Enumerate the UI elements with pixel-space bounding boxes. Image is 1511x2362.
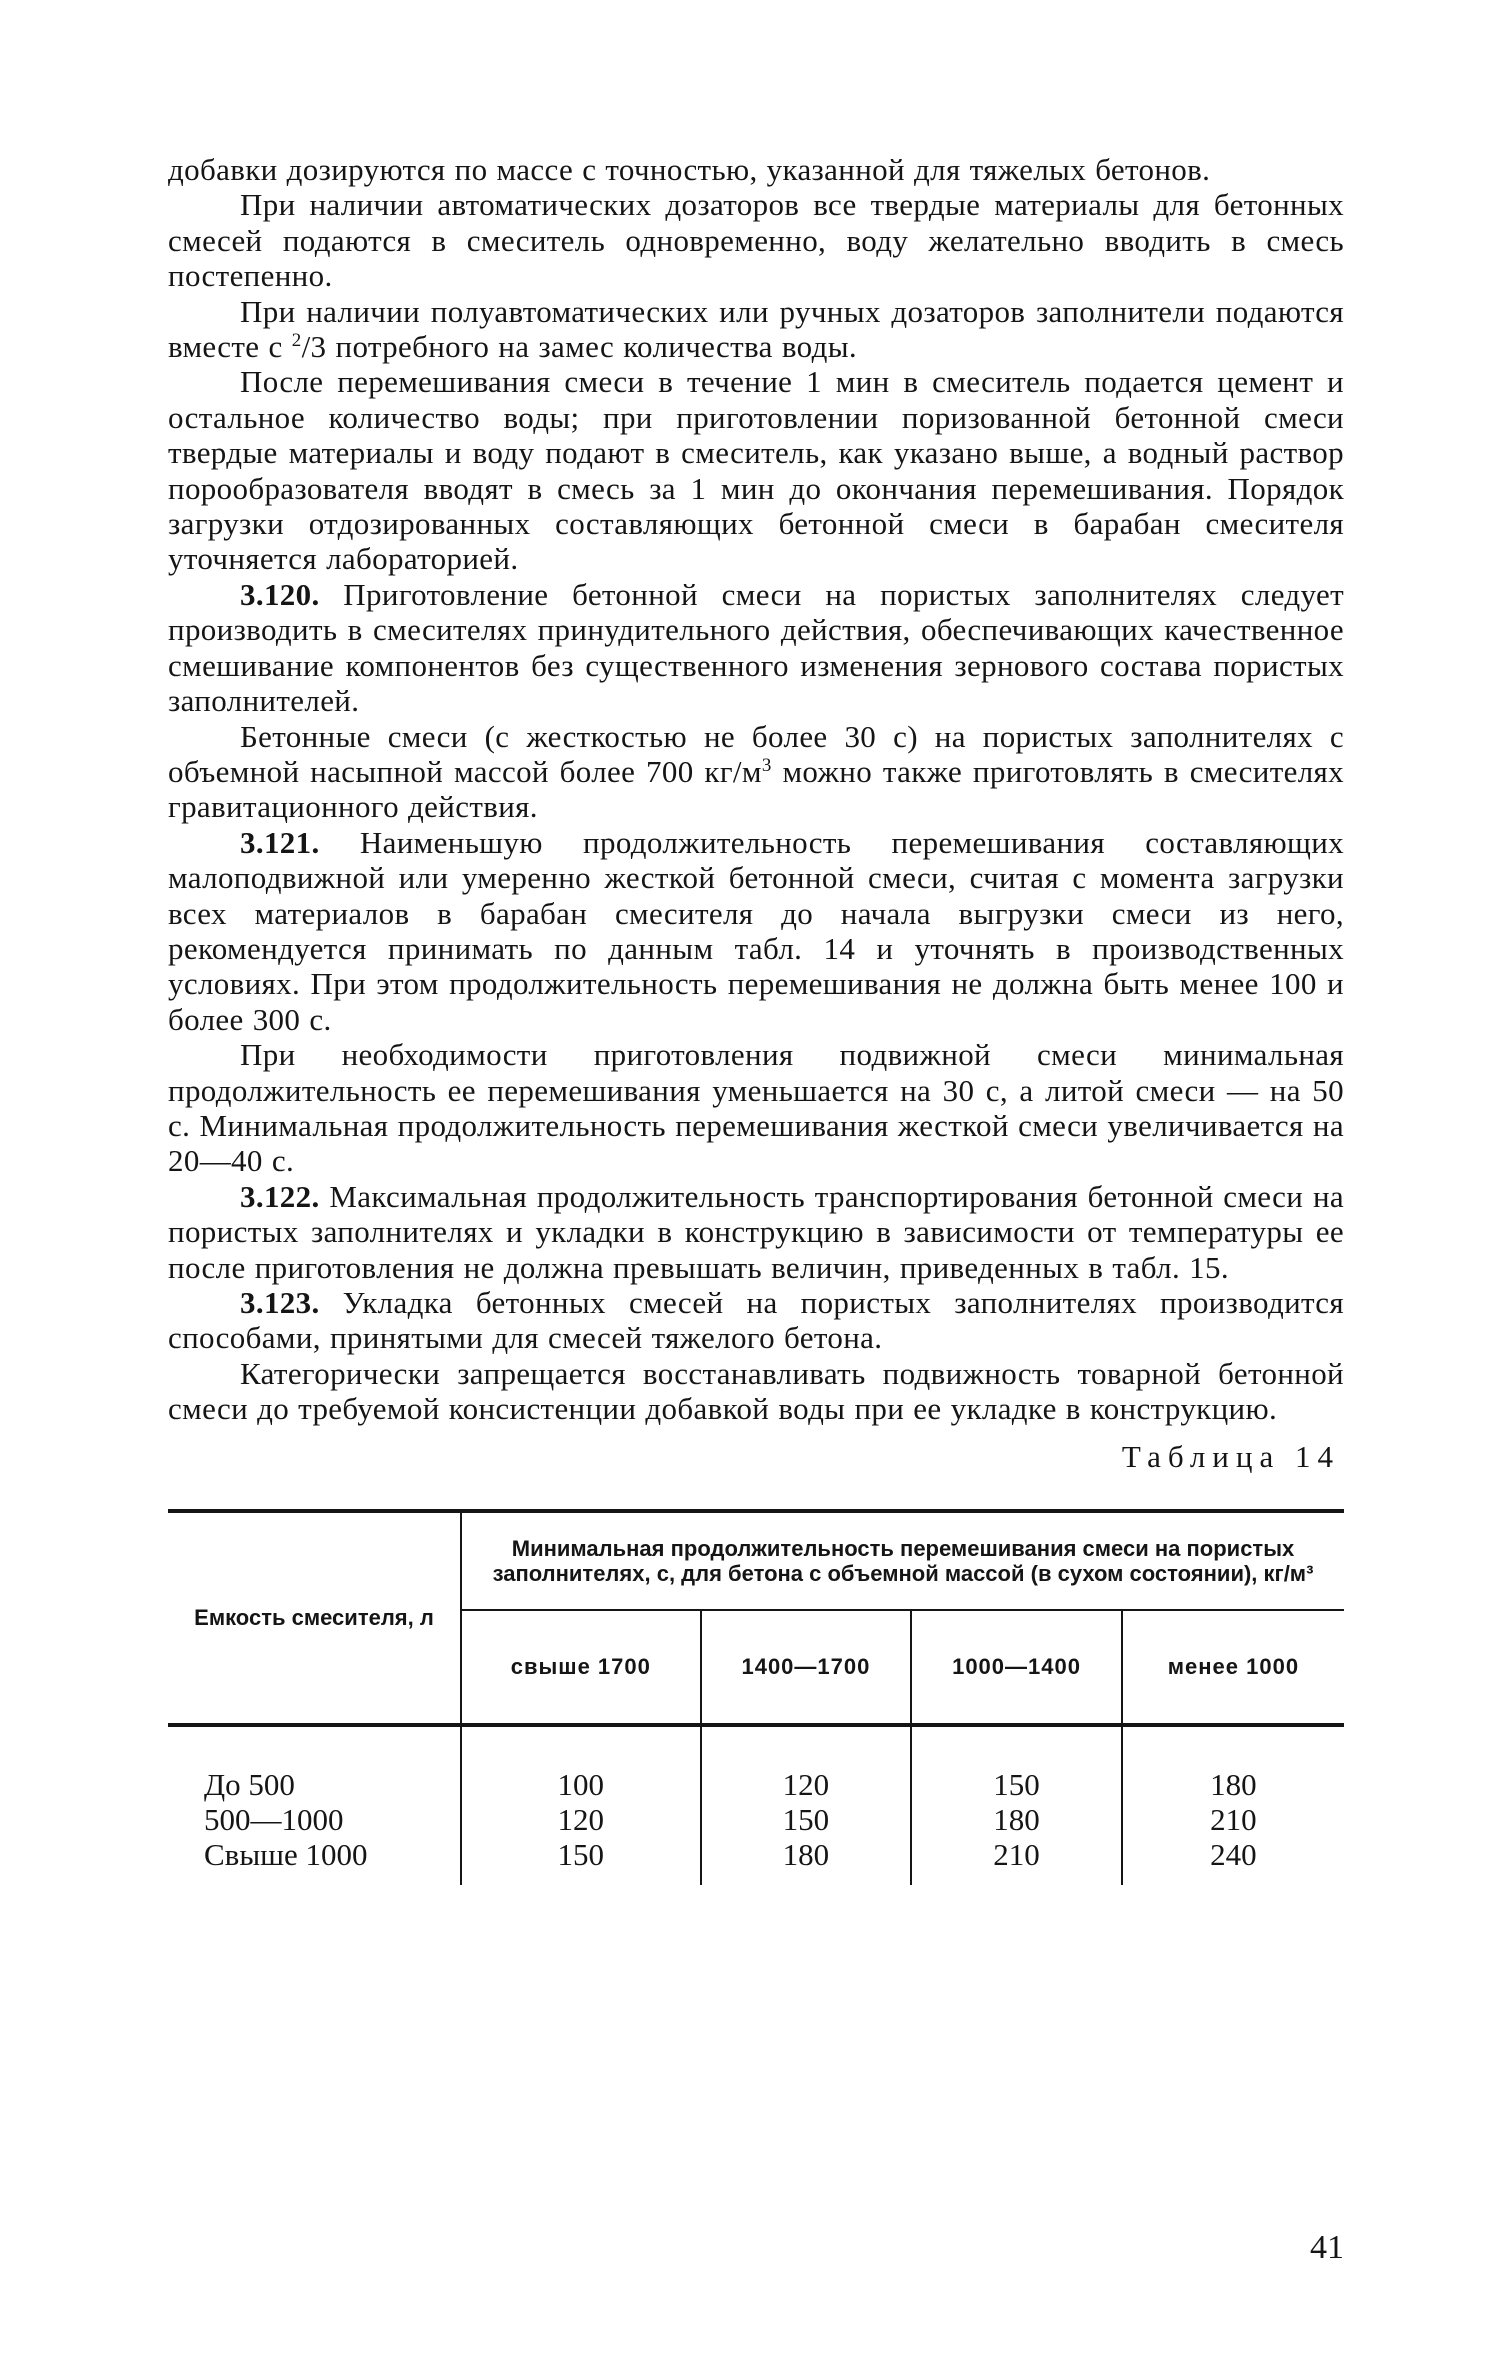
table-row (168, 1725, 1344, 1802)
capacity-cell: 500—1000 (168, 1802, 461, 1837)
mixing-time-table (168, 1509, 1344, 1885)
value-cell: 180 (911, 1802, 1122, 1837)
paragraph-mobile-mix: При необходимости приготовления подвижной смеси минимальная продолжительность ее перемешивания уменьшается на 30 с, а литой смеси — на 50 с. Минимальная продолжительность перемешивания жесткой смеси увеличивается на 20—40 с. (168, 1037, 1344, 1179)
paragraph-3-120: 3.120. Приготовление бетонной смеси на пористых заполнителях следует производить в смесителях принудительного действия, обеспечивающих качественное смешивание компонентов без существенного изменения зернового состава пористых заполнителей. (168, 576, 1344, 719)
column-header: свыше 1700 (461, 1610, 701, 1725)
value-cell: 150 (461, 1837, 701, 1884)
paragraph-3-123: 3.123. Укладка бетонных смесей на пористых заполнителях производится способами, принятыми для смесей тяжелого бетона. (168, 1285, 1344, 1356)
group-header: Минимальная продолжительность перемешивания смеси на пористых заполнителях, с, для бетона с объемной массой (в сухом состоянии), кг/м³ (461, 1511, 1344, 1610)
value-cell: 180 (701, 1837, 912, 1884)
paragraph-continuation: добавки дозируются по массе с точностью, указанной для тяжелых бетонов. (168, 152, 1211, 187)
paragraph-automatic-dosers: При наличии автоматических дозаторов все твердые материалы для бетонных смесей подаются в смеситель одновременно, воду желательно вводить в смесь постепенно. (168, 187, 1344, 294)
table-caption: Таблица 14 (1121, 1438, 1340, 1474)
section-number: 3.123. (240, 1285, 320, 1320)
paragraph-mixing-order: После перемешивания смеси в течение 1 мин в смеситель подается цемент и остальное количество воды; при приготовлении поризованной бетонной смеси твердые материалы и воду подают в смеситель, как указано выше, а водный раствор порообразователя вводят в смесь за 1 мин до окончания перемешивания. Порядок загрузки отдозированных составляющих бетонной смеси в барабан смесителя уточняется лабораторией. (168, 364, 1344, 577)
section-number: 3.122. (240, 1178, 320, 1214)
column-header: менее 1000 (1122, 1610, 1344, 1725)
value-cell: 210 (1210, 1802, 1257, 1838)
section-number: 3.121. (240, 824, 320, 860)
value-cell: 120 (461, 1802, 701, 1837)
section-number: 3.120. (240, 576, 320, 612)
stub-header: Емкость смесителя, л (168, 1511, 461, 1725)
value-cell: 120 (701, 1725, 912, 1802)
value-cell: 180 (1210, 1766, 1257, 1802)
column-header: 1400—1700 (701, 1610, 912, 1725)
column-header: 1000—1400 (911, 1610, 1122, 1725)
paragraph-prohibition: Категорически запрещается восстанавливать подвижность товарной бетонной смеси до требуемой консистенции добавкой воды при ее укладке в конструкцию. (168, 1355, 1344, 1427)
page-number: 41 (1310, 2229, 1344, 2266)
paragraph-gravity-mixers: Бетонные смеси (с жесткостью не более 30 с) на пористых заполнителях с объемной насыпной массой более 700 $кг/м^3$ можно также приготовлять в смесителях гравитационного действия. (168, 718, 1344, 825)
paragraph-semi-automatic-dosers: При наличии полуавтоматических или ручных дозаторов заполнители подаются вместе с $^2$/3 потребного на замес количества воды. (168, 293, 1344, 365)
value-cell: 100 (461, 1725, 701, 1802)
capacity-cell: До 500 (168, 1725, 461, 1802)
value-cell: 210 (911, 1837, 1122, 1884)
value-cell: 150 (911, 1725, 1122, 1802)
table-row (168, 1837, 1344, 1884)
paragraph-3-121: 3.121. Наименьшую продолжительность перемешивания составляющих малоподвижной или умеренно жесткой бетонной смеси, считая с момента загрузки всех материалов в барабан смесителя до начала выгрузки смеси из него, рекомендуется принимать по данным табл. 14 и уточнять в производственных условиях. При этом продолжительность перемешивания не должна быть менее 100 и более 300 с. (168, 824, 1344, 1037)
page-body (168, 152, 1344, 1885)
value-cell: 150 (701, 1802, 912, 1837)
value-cell: 240 (1210, 1837, 1257, 1873)
capacity-cell: Свыше 1000 (168, 1837, 461, 1884)
table-row (168, 1802, 1344, 1837)
paragraph-3-122: 3.122. Максимальная продолжительность транспортирования бетонной смеси на пористых заполнителях и укладки в конструкцию в зависимости от температуры ее после приготовления не должна превышать величин, приведенных в табл. 15. (168, 1178, 1344, 1285)
